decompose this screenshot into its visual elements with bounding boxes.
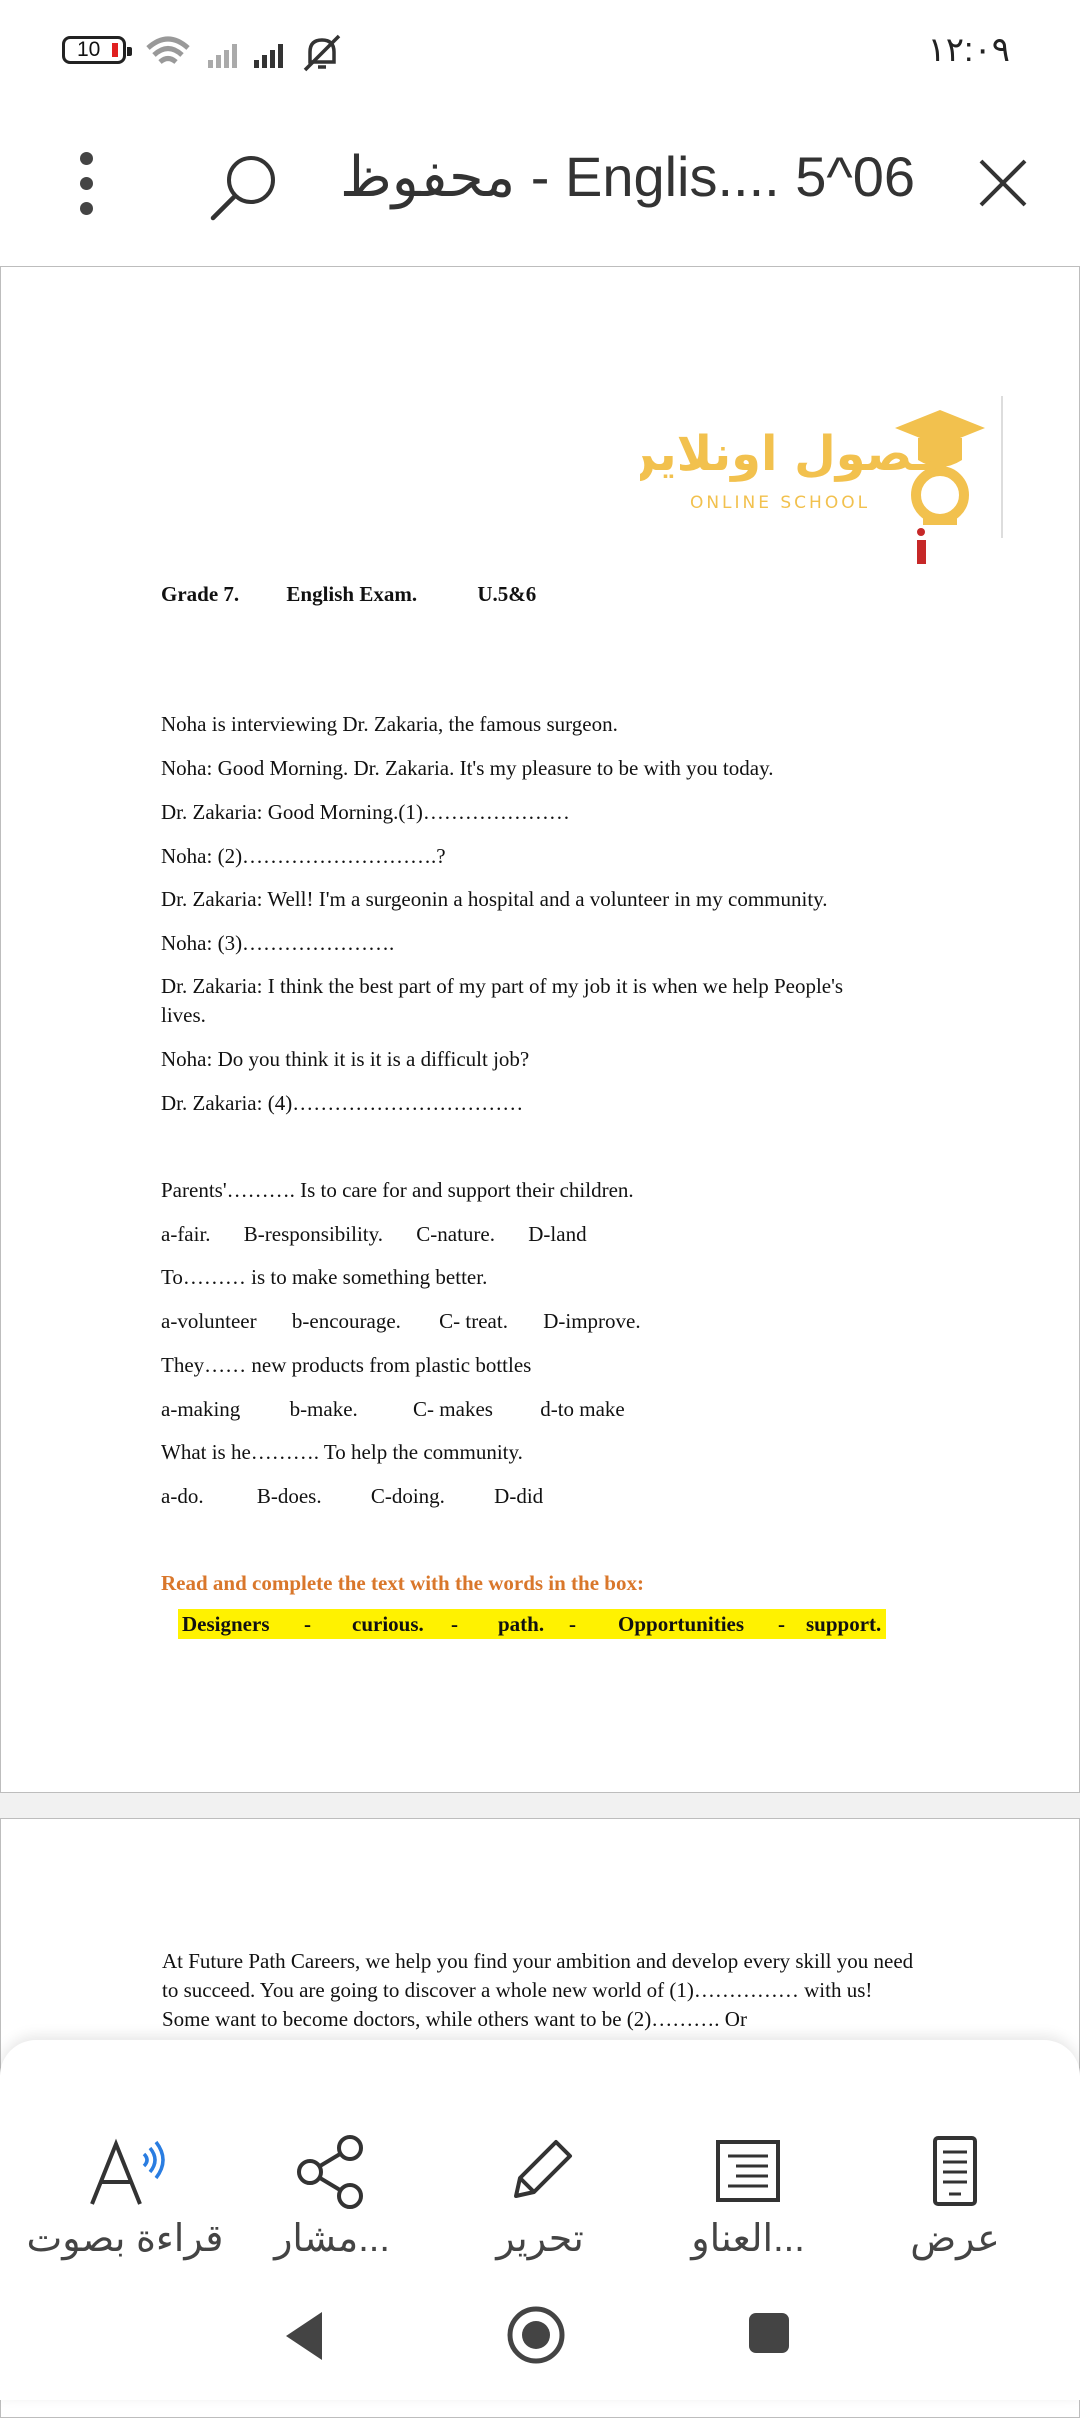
mcq-option: b-encourage.: [291, 1309, 401, 1333]
word-box-separator: -: [451, 1612, 458, 1636]
battery-indicator: [62, 36, 126, 64]
word-box-separator: -: [778, 1612, 785, 1636]
mcq-question: They…… new products from plastic bottles: [161, 1353, 532, 1377]
mcq-option: a-volunteer: [161, 1309, 257, 1333]
mcq-option: D-land: [528, 1222, 587, 1246]
word-box-separator: -: [569, 1612, 576, 1636]
edit-label: تحرير: [496, 2218, 584, 2260]
mcq-option: a-fair.: [161, 1222, 211, 1246]
mobile-view-label: عرض: [910, 2218, 1000, 2260]
mcq-option: C- treat.: [439, 1309, 508, 1333]
share-icon: [292, 2132, 372, 2212]
signal-bars-2-icon: [254, 44, 283, 68]
mcq-options: [161, 1309, 641, 1334]
dialogue-line: Noha: Good Morning. Dr. Zakaria. It's my pleasure to be with you today.: [161, 756, 774, 780]
system-nav-bar: [0, 2270, 1080, 2400]
word-box-item: Designers: [182, 1612, 270, 1636]
mcq-question: To……… is to make something better.: [161, 1265, 488, 1289]
mcq-option: C-doing.: [370, 1484, 445, 1508]
more-options-icon[interactable]: [74, 152, 98, 222]
document-toolbar: [0, 100, 1080, 268]
mcq-option: a-making: [161, 1397, 241, 1421]
word-box: [178, 1609, 886, 1639]
mcq-option: B-responsibility.: [243, 1222, 384, 1246]
share-label: مشار...: [274, 2218, 390, 2260]
dialogue-line: Noha is interviewing Dr. Zakaria, the famous surgeon.: [161, 712, 618, 736]
mcq-option: d-to make: [540, 1397, 625, 1421]
mcq-question: Parents'………. Is to care for and support their children.: [161, 1178, 634, 1202]
home-icon[interactable]: [505, 2304, 567, 2366]
word-box-separator: -: [304, 1612, 311, 1636]
edit-button[interactable]: [440, 2098, 640, 2260]
mcq-option: D-improve.: [543, 1309, 641, 1333]
units-label: U.5&6: [477, 582, 537, 606]
mcq-options: [161, 1222, 587, 1247]
dialogue-line: Noha: Do you think it is it is a difficult job?: [161, 1047, 530, 1071]
phone-view-icon: [915, 2132, 995, 2212]
word-box-item: curious.: [352, 1612, 424, 1636]
battery-level-text: 10: [77, 38, 101, 61]
exam-label: English Exam.: [286, 582, 418, 606]
school-logo: [640, 390, 1010, 570]
mcq-options: [161, 1484, 543, 1509]
headings-button[interactable]: [648, 2098, 848, 2260]
mcq-question: What is he………. To help the community.: [161, 1440, 523, 1464]
exam-header: [161, 582, 536, 607]
grade-label: Grade 7.: [161, 582, 240, 606]
close-icon[interactable]: [975, 155, 1035, 215]
mcq-option: B-does.: [256, 1484, 322, 1508]
logo-english-text: ONLINE SCHOOL: [689, 493, 871, 513]
mcq-option: C-nature.: [416, 1222, 495, 1246]
mcq-option: D-did: [494, 1484, 544, 1508]
word-box-item: Opportunities: [618, 1612, 745, 1636]
back-icon[interactable]: [280, 2308, 330, 2364]
headings-icon: [708, 2132, 788, 2212]
recents-icon[interactable]: [746, 2310, 792, 2356]
word-box-item: support.: [806, 1612, 882, 1636]
share-button[interactable]: [232, 2098, 432, 2260]
mcq-options: [161, 1397, 625, 1422]
dialogue-line: Dr. Zakaria: I think the best part of my part of my job it is when we help People's: [161, 974, 844, 998]
mute-bell-icon: [305, 36, 339, 70]
headings-label: العناو...: [691, 2218, 805, 2260]
dialogue-line: Dr. Zakaria: (4)……………………………: [161, 1091, 524, 1115]
read-aloud-button[interactable]: [25, 2098, 225, 2260]
search-icon[interactable]: [205, 150, 285, 230]
instruction-text: Read and complete the text with the words in the box:: [161, 1571, 644, 1595]
wifi-icon: [148, 39, 188, 62]
status-bar: [0, 0, 1080, 100]
dialogue-line: Noha: (2)……………………….?: [161, 844, 446, 868]
signal-bars-1-icon: [208, 44, 237, 68]
read-aloud-label: قراءة بصوت: [26, 2218, 224, 2260]
document-title: محفوظ - Englis.... 5^06: [340, 145, 915, 208]
paragraph-text: At Future Path Careers, we help you find your ambition and develop every skill you need to succeed. You are going to discover a whole new world of (1)…………… with us! Some want to become doctors, while others want to be (2)………. Or: [162, 1949, 914, 2031]
mcq-option: C- makes: [413, 1397, 493, 1421]
word-box-item: path.: [498, 1612, 545, 1636]
dialogue-line: lives.: [161, 1003, 206, 1027]
mcq-option: b-make.: [289, 1397, 358, 1421]
read-aloud-icon: [80, 2132, 170, 2212]
mcq-option: a-do.: [161, 1484, 204, 1508]
signal-wifi-icons: [142, 30, 362, 74]
pencil-icon: [500, 2132, 580, 2212]
mobile-view-button[interactable]: [855, 2098, 1055, 2260]
dialogue-line: Dr. Zakaria: Well! I'm a surgeonin a hospital and a volunteer in my community.: [161, 887, 828, 911]
dialogue-line: Noha: (3)………………….: [161, 931, 395, 955]
clock: ١٢:٠٩: [927, 31, 1010, 69]
dialogue-line: Dr. Zakaria: Good Morning.(1)…………………: [161, 800, 570, 824]
logo-arabic-text: فصول اونلاين: [640, 426, 945, 482]
